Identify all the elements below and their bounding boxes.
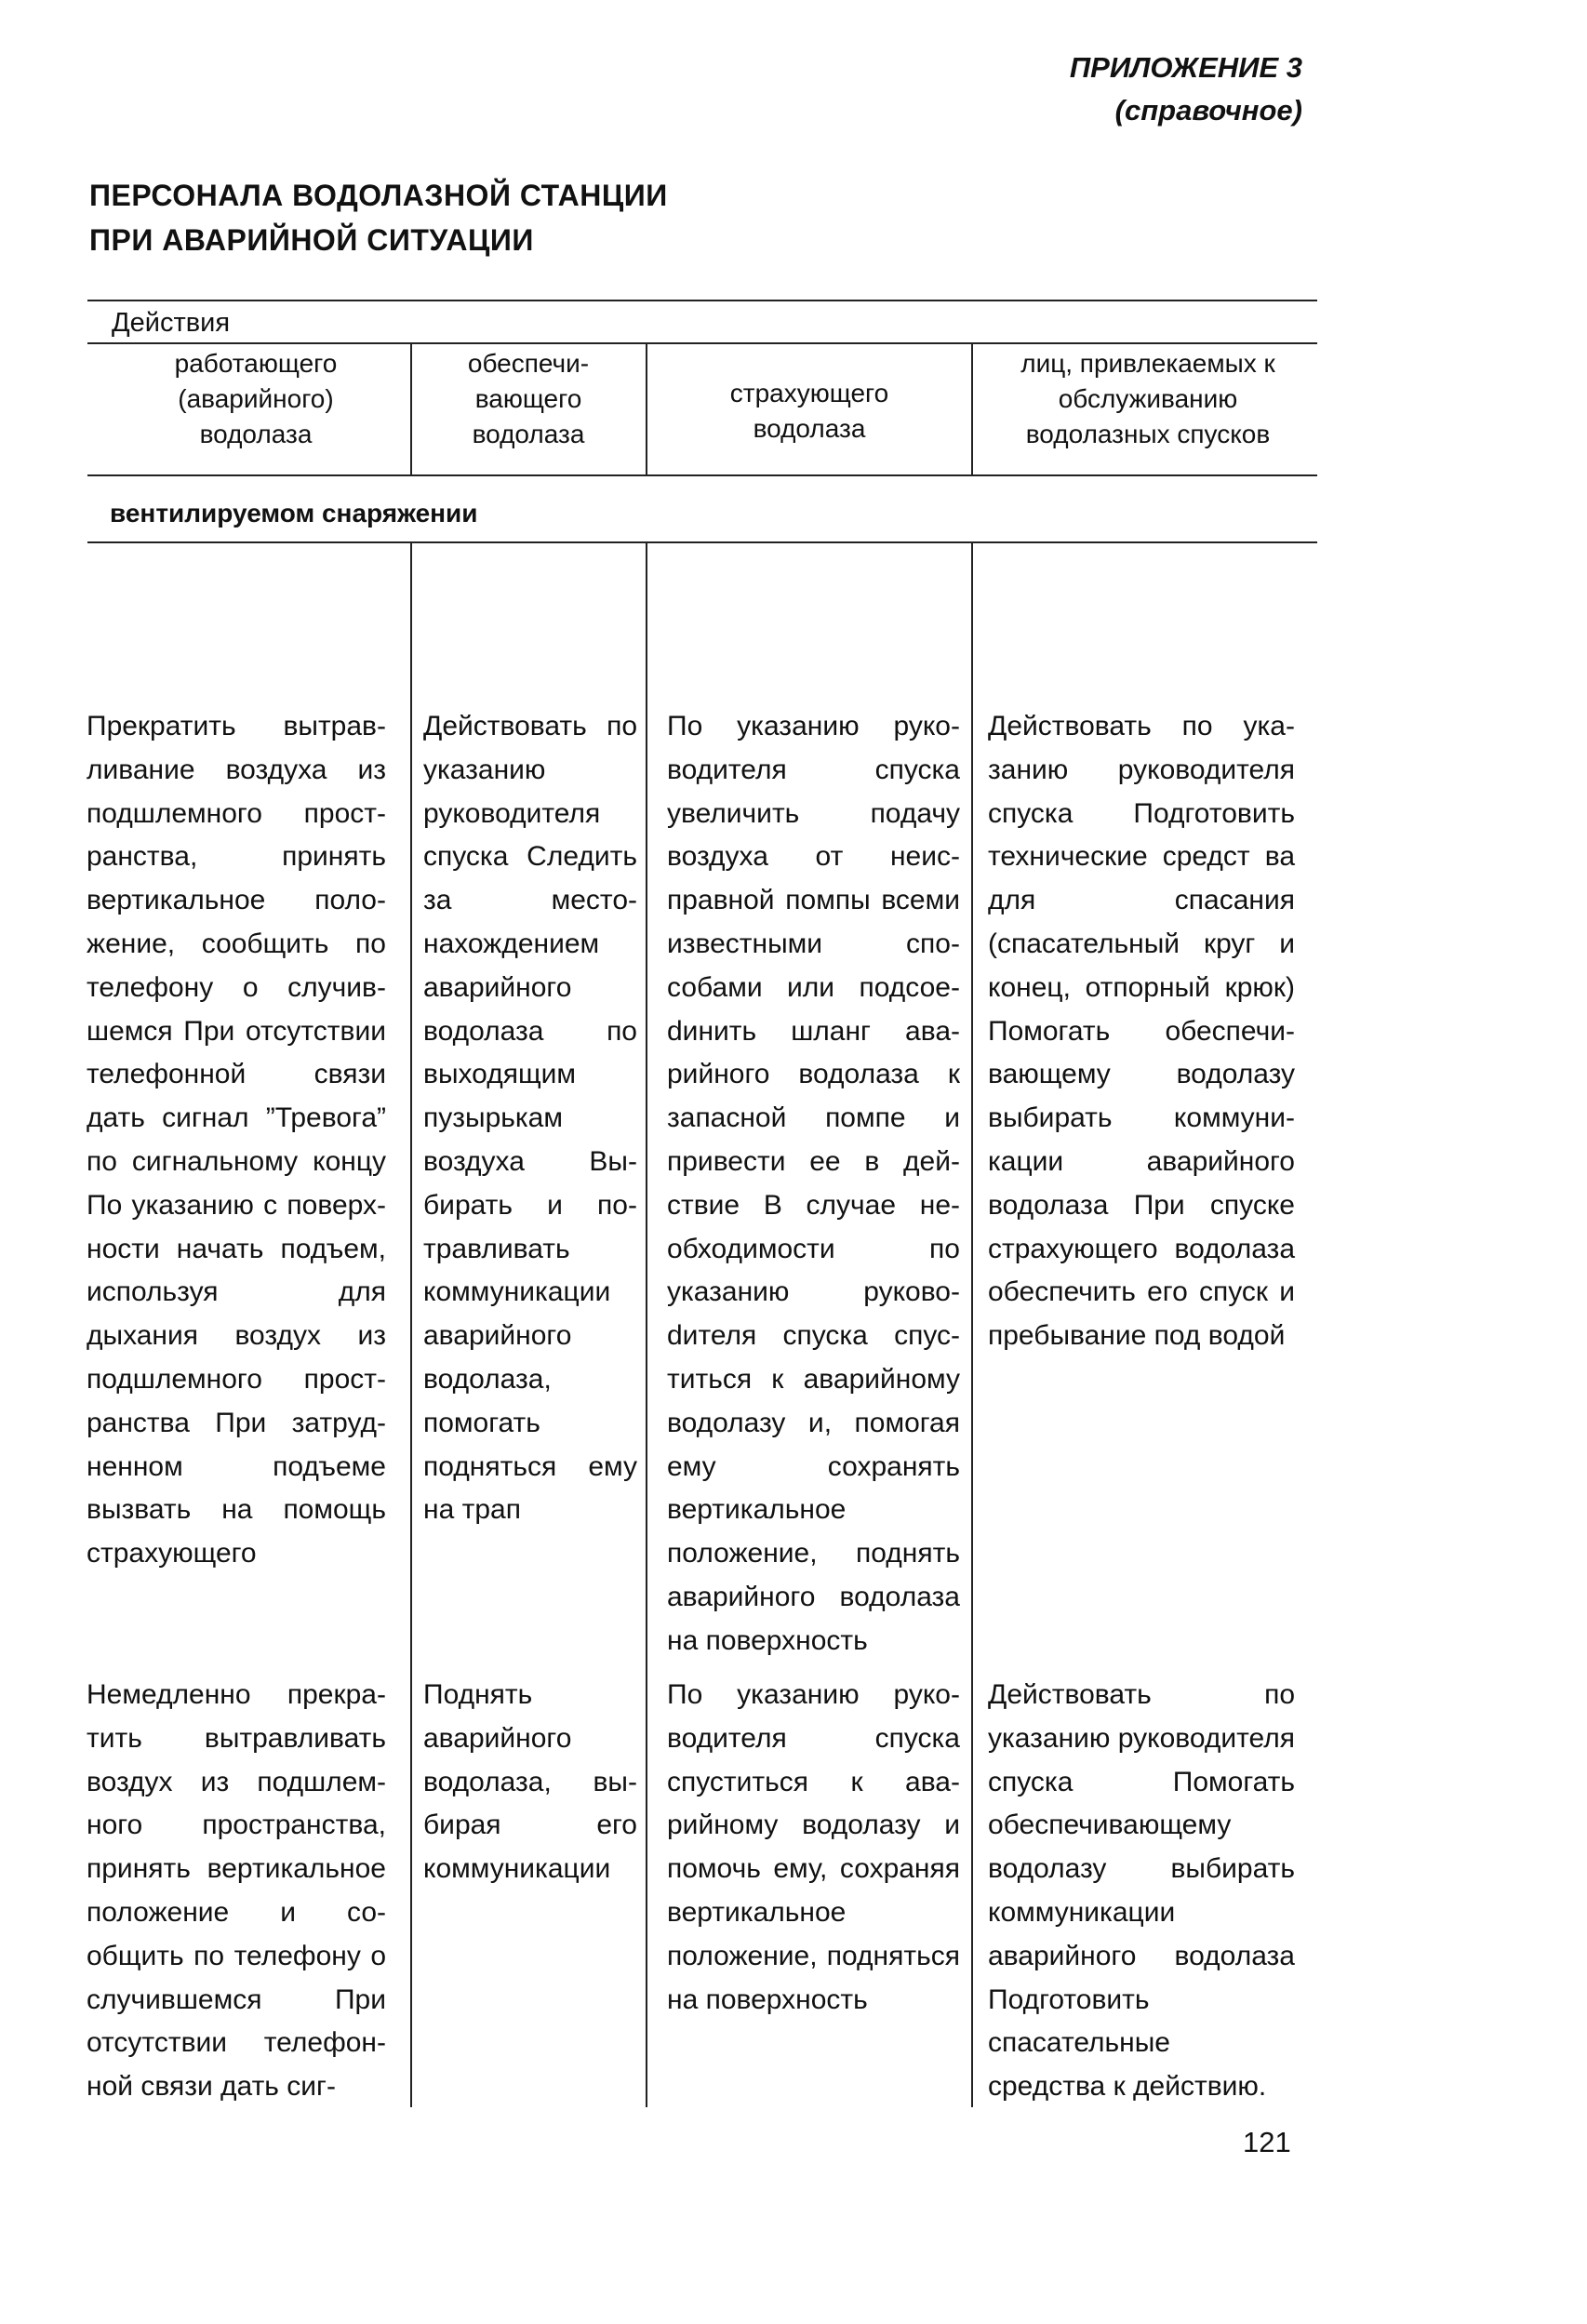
row1-working-diver-cell: Прекратить вытравливание воздуха из подшлемного пространства, принять вертикальное положение, сообщить по телефону о случившемся При отсутствии телефонной связи дать сигнал ”Тревога” по сигнальному концу По указанию с поверхности начать подъем, используя для дыхания воздух из подшлемного пространства При затрудненном подъеме вызвать на помощь страхующего [87,711,386,1569]
column-header-safety-diver: страхующего водолаза [729,379,889,443]
appendix-header [1070,47,1302,132]
header-divider-3 [971,343,973,474]
row1-support-diver-cell: Действовать по указанию руководителя спуска Следить за местонахождением аварийного водолаза по выходящим пузырькам воздуха Выбирать и потравливать коммуникации аварийного водолаза, помогать подняться ему на трап [423,711,637,1526]
row1-service-personnel-cell: Действовать по указанию руководителя спуска Подготовить технические средст ва для спасания (спасательный круг и конец, отпорный крюк) Помогать обеспечивающему водолазу выбирать коммуникации аварийного водолаза При спуске страхующего водолаза обеспечить его спуск и пребывание под водой [988,711,1295,1352]
appendix-label: ПРИЛОЖЕНИЕ 3 [1069,51,1302,84]
row1-safety-diver-cell: По указанию руководителя спуска увеличить подачу воздуха от неисправной помпы всеми известными способами или подсоеdинить шланг аварийного водолаза к запасной помпе и привести ее в действие В случае необходимости по указанию руковоdителя спуска спуститься к аварийному водолазу и, помогая ему сохранять вертикальное положение, поднять аварийного водолаза на поверхность [667,711,960,1656]
appendix-note: (справочное) [1114,94,1302,127]
page-title [89,173,668,262]
title-line-1: ПЕРСОНАЛА ВОДОЛАЗНОЙ СТАНЦИИ [89,179,668,212]
body-divider-2 [646,542,647,2107]
row2-safety-diver-cell: По указанию руководителя спуска спуститься к аварийному водолазу и помочь ему, сохраняя вертикальное положение, подняться на поверхность [667,1679,960,2015]
page-number: 121 [1243,2126,1291,2158]
header-divider-2 [646,343,647,474]
column-header-support-diver: обеспечи-вающего водолаза [467,349,590,448]
header-divider-1 [410,343,412,474]
actions-rule [87,342,1317,344]
actions-label: Действия [112,308,231,338]
row2-support-diver-cell: Поднять аварийного водолаза, выбирая его коммуникации [423,1679,637,1885]
table-top-rule [87,300,1317,301]
row2-service-personnel-cell: Действовать по указанию руководителя спуска Помогать обеспечивающему водолазу выбирать коммуникации аварийного водолаза Подготовить спасательные средства к действию. [988,1679,1295,2103]
header-bottom-rule [87,474,1317,476]
body-divider-3 [971,542,973,2107]
title-line-2: ПРИ АВАРИЙНОЙ СИТУАЦИИ [89,223,534,257]
section-heading: вентилируемом снаряжении [110,499,478,528]
row2-working-diver-cell: Немедленно прекратить вытравливать воздух из подшлемного пространства, принять вертикальное положение и сообщить по телефону о случившемся При отсутствии телефонной связи дать сиг- [87,1679,386,2103]
column-header-service-personnel: лиц, привлекаемых к обслуживанию водолазных спусков [1020,349,1275,448]
body-divider-1 [410,542,412,2107]
section-rule [87,541,1317,543]
column-header-working-diver: работающего (аварийного) водолаза [174,349,338,448]
